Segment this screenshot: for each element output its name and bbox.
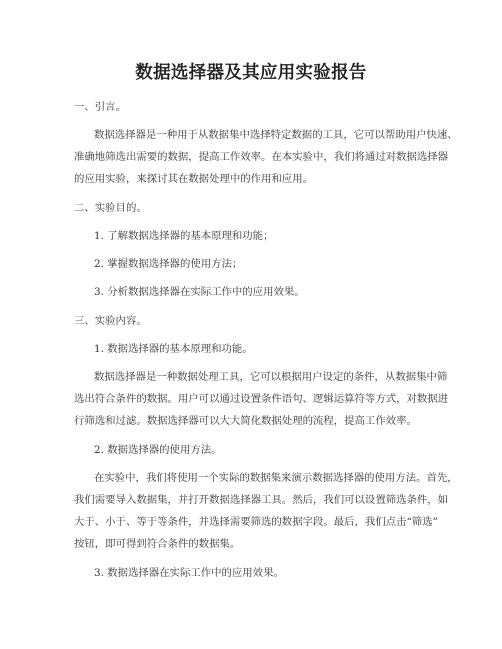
content-sub2-line-3: 大于、小于、等于等条件，并选择需要筛选的数据字段。最后，我们点击“筛选” bbox=[74, 516, 438, 528]
content-subheading-3: 3. 数据选择器在实际工作中的应用效果。 bbox=[94, 567, 284, 579]
intro-line-2: 准确地筛选出需要的数据，提高工作效率。在本实验中，我们将通过对数据选择器 bbox=[74, 151, 449, 163]
section-heading-intro: 一、引言。 bbox=[74, 101, 126, 113]
content-sub1-line-2: 选出符合条件的数据。用户可以通过设置条件语句、逻辑运算符等方式，对数据进 bbox=[74, 393, 449, 405]
content-subheading-1: 1. 数据选择器的基本原理和功能。 bbox=[94, 343, 253, 355]
content-sub2-line-1: 在实验中，我们将使用一个实际的数据集来演示数据选择器的使用方法。首先， bbox=[94, 472, 458, 484]
section-heading-purpose: 二、实验目的。 bbox=[74, 202, 147, 214]
content-sub1-line-1: 数据选择器是一种数据处理工具，它可以根据用户设定的条件，从数据集中筛 bbox=[94, 371, 448, 383]
content-sub2-line-2: 我们需要导入数据集，并打开数据选择器工具。然后，我们可以设置筛选条件，如 bbox=[74, 494, 449, 506]
purpose-item-1: 1. 了解数据选择器的基本原理和功能； bbox=[94, 230, 274, 242]
document-title: 数据选择器及其应用实验报告 bbox=[135, 63, 367, 83]
content-subheading-2: 2. 数据选择器的使用方法。 bbox=[94, 444, 222, 456]
intro-line-3: 的应用实验，来探讨其在数据处理中的作用和应用。 bbox=[74, 173, 313, 185]
purpose-item-2: 2. 掌握数据选择器的使用方法； bbox=[94, 258, 243, 270]
purpose-item-3: 3. 分析数据选择器在实际工作中的应用效果。 bbox=[94, 286, 305, 298]
content-sub2-line-4: 按钮，即可得到符合条件的数据集。 bbox=[74, 538, 241, 550]
section-heading-content: 三、实验内容。 bbox=[74, 315, 147, 327]
intro-line-1: 数据选择器是一种用于从数据集中选择特定数据的工具，它可以帮助用户快速、 bbox=[94, 129, 458, 141]
content-sub1-line-3: 行筛选和过滤。数据选择器可以大大简化数据处理的流程，提高工作效率。 bbox=[74, 415, 417, 427]
